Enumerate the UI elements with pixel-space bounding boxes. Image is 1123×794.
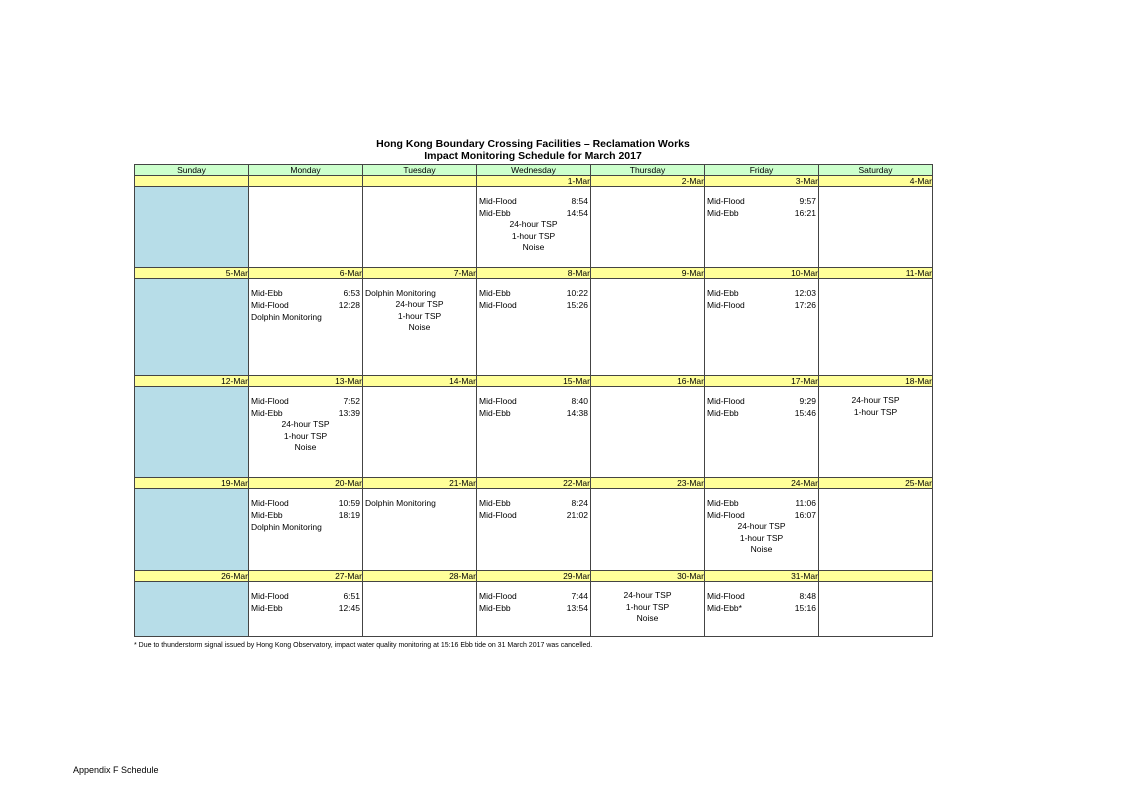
schedule-entry: [251, 287, 360, 299]
date-cell: 5-Mar: [135, 268, 249, 279]
entry-time: 8:54: [571, 196, 588, 206]
entry-time: 14:54: [566, 208, 588, 218]
date-cell: [249, 176, 363, 187]
day-content-cell: [477, 387, 591, 478]
date-cell: 11-Mar: [819, 268, 933, 279]
schedule-entry: [707, 590, 816, 602]
entry-label: Mid-Flood: [479, 510, 517, 520]
schedule-entry: [707, 497, 816, 509]
day-content-cell: [705, 582, 819, 637]
day-content-cell: [819, 279, 933, 376]
date-cell: [135, 176, 249, 187]
day-content-cell: [363, 489, 477, 571]
monitoring-item: 24-hour TSP: [851, 395, 900, 405]
entry-time: 13:39: [338, 408, 360, 418]
date-cell: 24-Mar: [705, 478, 819, 489]
entry-time: 8:48: [799, 591, 816, 601]
week-content-row: [135, 187, 933, 268]
date-cell: 23-Mar: [591, 478, 705, 489]
monitoring-item: 1-hour TSP: [739, 532, 784, 543]
schedule-entry: [251, 395, 360, 407]
schedule-entry: [707, 207, 816, 219]
day-content-cell: [135, 387, 249, 478]
schedule-entry: [479, 195, 588, 207]
date-cell: 19-Mar: [135, 478, 249, 489]
entry-label: Mid-Flood: [251, 591, 289, 601]
day-content-cell: [363, 387, 477, 478]
entry-label: Mid-Ebb: [707, 288, 739, 298]
entry-time: 6:53: [343, 288, 360, 298]
day-content-cell: [135, 582, 249, 637]
entry-label: Mid-Ebb*: [707, 603, 742, 613]
entry-time: 16:21: [794, 208, 816, 218]
monitoring-item: 1-hour TSP: [283, 430, 328, 441]
date-cell: 29-Mar: [477, 571, 591, 582]
day-content-cell: [819, 387, 933, 478]
date-cell: 16-Mar: [591, 376, 705, 387]
day-content-cell: [363, 582, 477, 637]
entry-time: 15:26: [566, 300, 588, 310]
date-row: [135, 268, 933, 279]
day-content-cell: [705, 279, 819, 376]
date-row: [135, 376, 933, 387]
entry-label: Mid-Ebb: [479, 208, 511, 218]
schedule-entry: [251, 602, 360, 614]
day-name-header: Wednesday: [477, 165, 591, 176]
monitoring-item: 24-hour TSP: [623, 590, 672, 600]
date-cell: 2-Mar: [591, 176, 705, 187]
date-cell: 1-Mar: [477, 176, 591, 187]
schedule-entry: [251, 590, 360, 602]
day-name-header: Tuesday: [363, 165, 477, 176]
date-cell: [819, 571, 933, 582]
schedule-entry: [479, 497, 588, 509]
schedule-entry: [251, 509, 360, 521]
day-content-cell: [477, 279, 591, 376]
day-content-cell: [705, 489, 819, 571]
entry-label: Mid-Flood: [479, 591, 517, 601]
day-content-cell: [249, 279, 363, 376]
entry-time: 18:19: [338, 510, 360, 520]
schedule-entry: [707, 509, 816, 521]
entry-time: 15:46: [794, 408, 816, 418]
schedule-entry: [479, 287, 588, 299]
schedule-title-block: [134, 138, 932, 162]
schedule-entry: [479, 602, 588, 614]
week-content-row: [135, 387, 933, 478]
entry-label: Mid-Flood: [707, 396, 745, 406]
entry-label: Mid-Ebb: [479, 408, 511, 418]
day-content-cell: [819, 489, 933, 571]
schedule-entry: [479, 509, 588, 521]
date-row: [135, 478, 933, 489]
date-cell: 12-Mar: [135, 376, 249, 387]
entry-time: 9:29: [799, 396, 816, 406]
date-cell: 3-Mar: [705, 176, 819, 187]
entry-label: Mid-Flood: [707, 510, 745, 520]
entry-time: 9:57: [799, 196, 816, 206]
monitoring-item: Noise: [522, 242, 545, 252]
day-content-cell: [249, 387, 363, 478]
entry-time: 12:03: [794, 288, 816, 298]
footnote: * Due to thunderstorm signal issued by Hong Kong Observatory, impact water quality monitoring at 15:16 Ebb tide on 31 March 2017 was cancelled.: [134, 642, 593, 649]
entry-label: Dolphin Monitoring: [365, 288, 436, 298]
day-name-header: Monday: [249, 165, 363, 176]
schedule-entry: [707, 299, 816, 311]
entry-label: Mid-Flood: [251, 300, 289, 310]
monthly-calendar-table: [134, 164, 933, 637]
schedule-entry: [479, 395, 588, 407]
date-row: [135, 571, 933, 582]
entry-label: Mid-Ebb: [251, 603, 283, 613]
date-cell: 4-Mar: [819, 176, 933, 187]
entry-label: Mid-Flood: [479, 196, 517, 206]
entry-label: Dolphin Monitoring: [251, 312, 322, 322]
day-content-cell: [819, 582, 933, 637]
date-cell: 31-Mar: [705, 571, 819, 582]
entry-label: Mid-Flood: [707, 196, 745, 206]
date-cell: 17-Mar: [705, 376, 819, 387]
date-cell: 7-Mar: [363, 268, 477, 279]
entry-time: 11:06: [795, 498, 816, 508]
day-content-cell: [363, 279, 477, 376]
schedule-entry: [479, 590, 588, 602]
entry-label: Mid-Flood: [251, 498, 289, 508]
day-content-cell: [591, 582, 705, 637]
day-content-cell: [477, 187, 591, 268]
date-cell: 25-Mar: [819, 478, 933, 489]
day-content-cell: [477, 582, 591, 637]
entry-label: Mid-Ebb: [479, 288, 511, 298]
day-content-cell: [249, 489, 363, 571]
schedule-entry: [479, 299, 588, 311]
entry-label: Mid-Flood: [479, 300, 517, 310]
monitoring-item: Noise: [750, 544, 773, 554]
schedule-subtitle: Impact Monitoring Schedule for March 2017: [424, 150, 642, 162]
entry-time: 10:22: [566, 288, 588, 298]
monitoring-item: 24-hour TSP: [509, 219, 558, 229]
day-content-cell: [135, 279, 249, 376]
entry-time: 21:02: [566, 510, 588, 520]
entry-label: Mid-Ebb: [251, 510, 283, 520]
schedule-entry: [251, 497, 360, 509]
schedule-entry: [707, 602, 816, 614]
day-content-cell: [591, 489, 705, 571]
date-cell: 26-Mar: [135, 571, 249, 582]
entry-time: 7:44: [571, 591, 588, 601]
schedule-entry: [251, 521, 360, 533]
day-content-cell: [249, 582, 363, 637]
entry-label: Mid-Ebb: [707, 208, 739, 218]
monitoring-item: 1-hour TSP: [853, 406, 898, 417]
schedule-entry: [251, 299, 360, 311]
date-cell: 15-Mar: [477, 376, 591, 387]
entry-label: Mid-Flood: [251, 396, 289, 406]
entry-label: Mid-Flood: [707, 591, 745, 601]
day-content-cell: [819, 187, 933, 268]
date-cell: 13-Mar: [249, 376, 363, 387]
entry-label: Mid-Ebb: [707, 408, 739, 418]
date-cell: 20-Mar: [249, 478, 363, 489]
entry-time: 8:24: [571, 498, 588, 508]
monitoring-item: Noise: [294, 442, 317, 452]
date-cell: [363, 176, 477, 187]
entry-label: Mid-Ebb: [251, 408, 283, 418]
week-content-row: [135, 582, 933, 637]
date-cell: 30-Mar: [591, 571, 705, 582]
schedule-entry: [365, 287, 474, 299]
entry-time: 13:54: [566, 603, 588, 613]
date-cell: 22-Mar: [477, 478, 591, 489]
entry-time: 15:16: [794, 603, 816, 613]
schedule-entry: [479, 207, 588, 219]
entry-label: Mid-Ebb: [479, 603, 511, 613]
day-content-cell: [135, 489, 249, 571]
schedule-entry: [251, 311, 360, 323]
schedule-entry: [707, 195, 816, 207]
entry-time: 17:26: [794, 300, 816, 310]
day-name-row: [135, 165, 933, 176]
date-cell: 8-Mar: [477, 268, 591, 279]
entry-time: 14:38: [566, 408, 588, 418]
day-content-cell: [591, 187, 705, 268]
entry-label: Dolphin Monitoring: [251, 522, 322, 532]
date-row: [135, 176, 933, 187]
date-cell: 21-Mar: [363, 478, 477, 489]
day-content-cell: [705, 387, 819, 478]
entry-label: Mid-Ebb: [479, 498, 511, 508]
day-name-header: Friday: [705, 165, 819, 176]
day-content-cell: [477, 489, 591, 571]
monitoring-item: 24-hour TSP: [737, 521, 786, 531]
monitoring-item: 1-hour TSP: [397, 310, 442, 321]
schedule-title: Hong Kong Boundary Crossing Facilities – Reclamation Works: [376, 138, 690, 150]
schedule-entry: [707, 395, 816, 407]
date-cell: 9-Mar: [591, 268, 705, 279]
monitoring-item: 1-hour TSP: [625, 601, 670, 612]
appendix-label: Appendix F Schedule: [73, 765, 159, 775]
date-cell: 27-Mar: [249, 571, 363, 582]
entry-time: 8:40: [571, 396, 588, 406]
monitoring-item: 24-hour TSP: [395, 299, 444, 309]
date-cell: 6-Mar: [249, 268, 363, 279]
schedule-entry: [479, 407, 588, 419]
schedule-entry: [707, 287, 816, 299]
entry-label: Mid-Flood: [479, 396, 517, 406]
monitoring-item: Noise: [636, 613, 659, 623]
monitoring-item: 1-hour TSP: [511, 230, 556, 241]
day-content-cell: [591, 279, 705, 376]
day-name-header: Thursday: [591, 165, 705, 176]
entry-time: 12:45: [338, 603, 360, 613]
date-cell: 18-Mar: [819, 376, 933, 387]
date-cell: 14-Mar: [363, 376, 477, 387]
date-cell: 28-Mar: [363, 571, 477, 582]
week-content-row: [135, 489, 933, 571]
week-content-row: [135, 279, 933, 376]
entry-label: Mid-Ebb: [251, 288, 283, 298]
schedule-entry: [707, 407, 816, 419]
day-content-cell: [705, 187, 819, 268]
day-content-cell: [135, 187, 249, 268]
schedule-entry: [251, 407, 360, 419]
date-cell: 10-Mar: [705, 268, 819, 279]
day-content-cell: [249, 187, 363, 268]
day-name-header: Saturday: [819, 165, 933, 176]
day-name-header: Sunday: [135, 165, 249, 176]
day-content-cell: [591, 387, 705, 478]
monitoring-item: Noise: [408, 322, 431, 332]
entry-time: 12:28: [338, 300, 360, 310]
monitoring-item: 24-hour TSP: [281, 419, 330, 429]
day-content-cell: [363, 187, 477, 268]
schedule-entry: [365, 497, 474, 509]
entry-label: Dolphin Monitoring: [365, 498, 436, 508]
entry-label: Mid-Flood: [707, 300, 745, 310]
entry-time: 7:52: [343, 396, 360, 406]
entry-label: Mid-Ebb: [707, 498, 739, 508]
entry-time: 10:59: [338, 498, 360, 508]
entry-time: 16:07: [794, 510, 816, 520]
entry-time: 6:51: [343, 591, 360, 601]
